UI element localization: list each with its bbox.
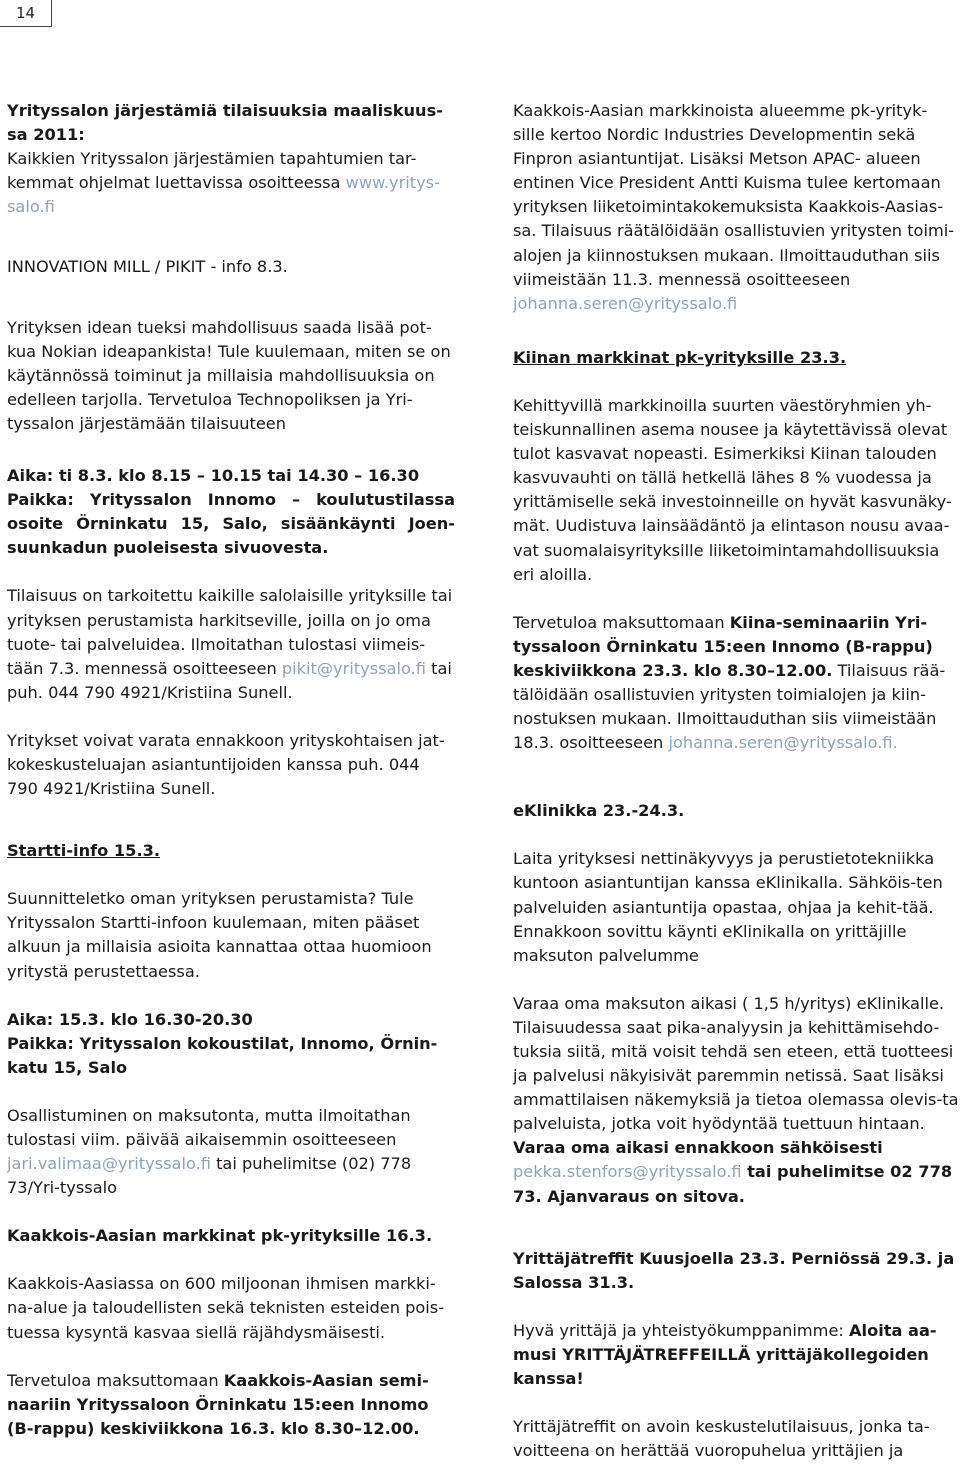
kaakkois-welcome: Tervetuloa maksuttomaan Kaakkois-Aasian semi-naariin Yrityssaloon Örninkatu 15:een Innomo (B-rappu) keskiviikkona 16.3. klo 8.30–12.00. — [7, 1370, 429, 1438]
kaakkois-body: Kaakkois-Aasiassa on 600 miljoonan ihmisen markki-na-alue ja taloudellisten sekä teknisten esteiden pois-tuessa kysyntä kasvaa siellä räjähdysmäisesti. — [7, 1274, 445, 1342]
events-intro: Kaikkien Yrityssalon järjestämien tapahtumien tar-kemmat ohjelmat luettavissa osoitteessa www.yritys-salo.fi — [7, 149, 440, 217]
startti-where: Paikka: Yrityssalon kokoustilat, Innomo, Örnin-katu 15, Salo — [7, 1033, 438, 1077]
right-column — [513, 99, 959, 1463]
pekka-email-link[interactable]: pekka.stenfors@yrityssalo.fi — [513, 1162, 742, 1182]
innovation-heading: INNOVATION MILL / PIKIT - info 8.3. — [7, 257, 288, 277]
kiina-seminar: Kiina-seminaariin Yri-tyssaloon Örninkatu 15:een Innomo (B-rappu) keskiviikkona 23.3. klo 8.30–12.00. — [513, 612, 933, 680]
page-number: 14 — [0, 0, 52, 27]
treffit-welcome: Hyvä yrittäjä ja yhteistyökumppanimme: Aloita aa-musi YRITTÄJÄTREFFEILLÄ yrittäjäkollegoiden kanssa! — [513, 1320, 937, 1389]
eklinikka-book: Varaa oma maksuton aikasi ( 1,5 h/yritys) eKlinikalle. Tilaisuudessa saat pika-analyysin ja kehittämisehdo-tuksia siitä, mitä voisit tehdä sen eteen, että tuotteesi ja palvelusi näkyisivät paremmin netissä. Saat lisäksi ammattilaisen näkemyksiä ja tietoa olemassa olevis-ta palveluista, jotka voit hyödyntää tuettuun hintaan. Varaa oma aikasi ennakkoon sähköisesti pekka.stenfors@yrityssalo.fi tai puhelimitse 02 778 73. Ajanvaraus on sitova. — [513, 993, 959, 1206]
kiina-heading: Kiinan markkinat pk-yrityksille 23.3. — [513, 347, 847, 367]
innovation-booking: Yritykset voivat varata ennakkoon yrityskohtaisen jat-kokeskusteluajan asiantuntijoiden kanssa puh. 044 790 4921/Kristiina Sunell. — [7, 730, 445, 799]
eklinikka-body: Laita yrityksesi nettinäkyvyys ja perustietotekniikka kuntoon asiantuntijan kanssa eKlinikalla. Sähköis-ten palveluiden asiantuntija opastaa, ohjaa ja kehit-tää. Ennakkoon sovittu käynti eKlinikalla on yrittäjille maksuton palvelumme — [513, 849, 943, 965]
startti-signup: Osallistuminen on maksutonta, mutta ilmoitathan tulostasi viim. päivää aikaisemmin osoitteeseen jari.valimaa@yrityssalo.fi tai puhelimitse (02) 778 73/Yri-tyssalo — [7, 1105, 412, 1198]
kaakkois-seminar: Kaakkois-Aasian semi-naariin Yrityssaloon Örninkatu 15:een Innomo (B-rappu) keskiviikkona 16.3. klo 8.30–12.00. — [7, 1370, 429, 1438]
events-heading: Yrityssalon järjestämiä tilaisuuksia maaliskuus- sa 2011: — [7, 101, 443, 145]
kiina-email-link[interactable]: johanna.seren@yrityssalo.fi. — [668, 733, 898, 753]
pikit-email-link[interactable]: pikit@yrityssalo.fi — [281, 658, 426, 678]
eklinikka-heading: eKlinikka 23.-24.3. — [513, 801, 685, 821]
events-link[interactable]: www.yritys-salo.fi — [7, 173, 440, 217]
innovation-when: Aika: ti 8.3. klo 8.15 – 10.15 tai 14.30 – 16.30 — [7, 466, 420, 486]
jari-email-link[interactable]: jari.valimaa@yrityssalo.fi — [7, 1154, 211, 1174]
kaakkois-continued: Kaakkois-Aasian markkinoista alueemme pk-yrityk-sille kertoo Nordic Industries Developmentin sekä Finpron asiantuntijat. Lisäksi Metson APAC- alueen entinen Vice President Antti Kuisma tulee kertomaan yrityksen liiketoimintakokemuksista Kaakkois-Aasias-sa. Tilaisuus räätälöidään osallistuvien yritysten toimi-alojen ja kiinnostuksen mukaan. Ilmoittauduthan siis viimeistään 11.3. mennessä osoitteeseen johanna.seren@yrityssalo.fi — [513, 101, 955, 313]
innovation-body: Yrityksen idean tueksi mahdollisuus saada lisää pot-kua Nokian ideapankista! Tule kuulemaan, miten se on käytännössä toiminut ja millaisia mahdollisuuksia on edelleen tarjolla. Tervetuloa Technopoliksen ja Yri-tyssalon järjestämään tilaisuuteen — [7, 317, 451, 433]
innovation-signup: Tilaisuus on tarkoitettu kaikille salolaisille yrityksille tai yrityksen perustamista harkitseville, joilla on jo oma tuote- tai palveluidea. Ilmoitathan tulostasi viimeis-tään 7.3. mennessä osoitteeseen pikit@yrityssalo.fi tai puh. 044 790 4921/Kristiina Sunell. — [7, 586, 453, 702]
treffit-heading: Yrittäjätreffit Kuusjoella 23.3. Perniössä 29.3. ja Salossa 31.3. — [513, 1248, 955, 1292]
left-column — [7, 99, 455, 1441]
kaakkois-heading: Kaakkois-Aasian markkinat pk-yrityksille 16.3. — [7, 1226, 433, 1246]
treffit-body: Yrittäjätreffit on avoin keskustelutilaisuus, jonka ta-voitteena on herättää vuoropuhelua yrittäjien ja — [513, 1417, 930, 1461]
startti-body: Suunnitteletko oman yrityksen perustamista? Tule Yrityssalon Startti-infoon kuulemaan, miten pääset alkuun ja millaisia asioita kannattaa ottaa huomioon yritystä perustettaessa. — [7, 889, 432, 981]
kiina-welcome: Tervetuloa maksuttomaan Kiina-seminaariin Yri-tyssaloon Örninkatu 15:een Innomo (B-rappu) keskiviikkona 23.3. klo 8.30–12.00. Tilaisuus rää-tälöidään osallistuvien yritysten toimialojen ja kiin-nostuksen mukaan. Ilmoittauduthan siis viimeistään 18.3. osoitteeseen johanna.seren@yrityssalo.fi. — [513, 612, 946, 753]
johanna-email-link[interactable]: johanna.seren@yrityssalo.fi — [513, 293, 738, 313]
innovation-where: Paikka: Yrityssalon Innomo – koulutustilassa osoite Örninkatu 15, Salo, sisäänkäynti Joen-suunkadun puoleisesta sivuovesta. — [7, 490, 455, 558]
startti-when: Aika: 15.3. klo 16.30-20.30 — [7, 1009, 253, 1029]
treffit-cta: Aloita aa-musi YRITTÄJÄTREFFEILLÄ yrittäjäkollegoiden kanssa! — [513, 1320, 937, 1389]
kiina-body: Kehittyvillä markkinoilla suurten väestöryhmien yh-teiskunnallinen asema nousee ja käytettävissä olevat tulot kasvavat nopeasti. Esimerkiksi Kiinan talouden kasvuvauhti on tällä hetkellä lähes 8 % vuodessa ja yrittämiselle sekä investoinneille on hyvät kasvunäky-mät. Uudistuva lainsäädäntö ja elintason nousu avaa-vat suomalaisyrityksille liiketoimintamahdollisuuksia eri aloilla. — [513, 395, 952, 584]
startti-heading: Startti-info 15.3. — [7, 841, 161, 861]
